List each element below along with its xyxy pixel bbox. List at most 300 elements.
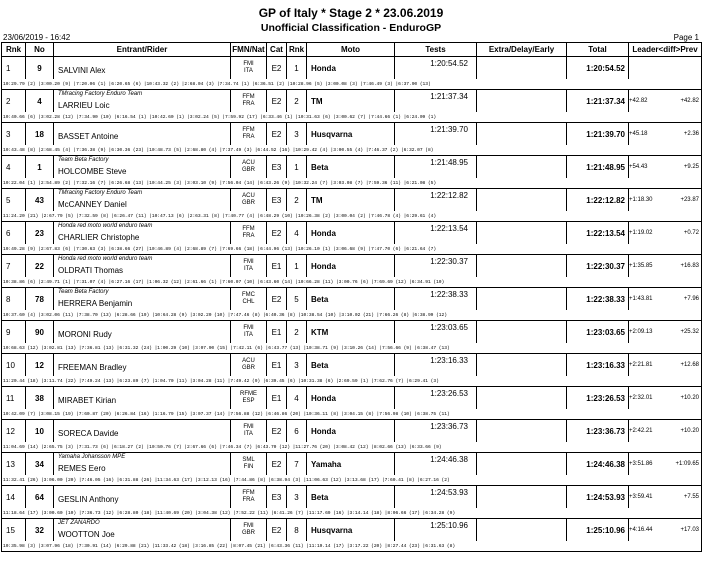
tests-time: 1:23:36.73: [395, 420, 477, 443]
classification-table: [1, 42, 702, 552]
leader-diff: +1:35.85: [629, 263, 653, 269]
leader-diff: +54.43: [629, 164, 648, 170]
leader-prev-cell: [629, 486, 702, 509]
rank: 1: [2, 57, 26, 80]
prev-diff: +2.36: [683, 131, 699, 137]
motorcycle: Honda: [307, 387, 395, 410]
rider-name: MORONI Rudy: [58, 330, 112, 339]
fmn: FMI: [243, 259, 254, 265]
category: E2: [267, 90, 287, 113]
prev-diff: +10.20: [680, 395, 699, 401]
extra-delay-early: [477, 519, 567, 542]
entrant-cell: [54, 189, 231, 212]
fmn-nat-cell: [231, 57, 267, 80]
rank: 15: [2, 519, 26, 542]
motorcycle: Husqvarna: [307, 123, 395, 146]
fmn: FFM: [242, 94, 255, 100]
nationality: FRA: [242, 101, 255, 107]
fmn: RFME: [240, 391, 257, 397]
col-fmn: FMN/Nat: [231, 43, 267, 57]
fmn: FMI: [243, 424, 254, 430]
category: E3: [267, 486, 287, 509]
fmn-nat-cell: [231, 354, 267, 377]
entrant-cell: [54, 123, 231, 146]
motorcycle: Husqvarna: [307, 519, 395, 542]
table-row: [2, 189, 702, 212]
total-time: 1:22:30.37: [567, 255, 629, 278]
prev-diff: +7.96: [683, 296, 699, 302]
nationality: FRA: [242, 233, 255, 239]
entrant-cell: [54, 222, 231, 245]
table-row: [2, 90, 702, 113]
rank: 13: [2, 453, 26, 476]
split-times-row: [2, 409, 702, 420]
col-cat: Cat: [267, 43, 287, 57]
nationality: ITA: [244, 332, 253, 338]
table-body: [2, 57, 702, 552]
rider-name: HOLCOMBE Steve: [58, 167, 127, 176]
nationality: ESP: [242, 398, 255, 404]
prev-diff: +16.83: [680, 263, 699, 269]
rider-name: McCANNEY Daniel: [58, 200, 127, 209]
extra-delay-early: [477, 387, 567, 410]
rider-name: REMES Eero: [58, 464, 106, 473]
entrant-cell: [54, 288, 231, 311]
fmn: FFM: [242, 226, 255, 232]
fmn: FMI: [243, 61, 254, 67]
nationality: ITA: [244, 68, 253, 74]
total-time: 1:21:37.34: [567, 90, 629, 113]
category: E3: [267, 189, 287, 212]
bib-number: 34: [26, 453, 54, 476]
bib-number: 12: [26, 354, 54, 377]
split-times-row: [2, 310, 702, 321]
rider-name: HERRERA Benjamin: [58, 299, 133, 308]
col-extra: Extra/Delay/Early: [477, 43, 567, 57]
bib-number: 1: [26, 156, 54, 179]
entrant-cell: [54, 156, 231, 179]
fmn: ACU: [242, 193, 255, 199]
total-time: 1:23:03.65: [567, 321, 629, 344]
page-number: Page 1: [673, 33, 699, 42]
tests-time: 1:25:10.96: [395, 519, 477, 542]
fmn-nat-cell: [231, 222, 267, 245]
rider-name: MIRABET Kirian: [58, 396, 117, 405]
table-row: [2, 255, 702, 278]
bib-number: 90: [26, 321, 54, 344]
leader-prev-cell: [629, 222, 702, 245]
bib-number: 38: [26, 387, 54, 410]
bib-number: 9: [26, 57, 54, 80]
tests-time: 1:22:30.37: [395, 255, 477, 278]
tests-time: 1:22:38.33: [395, 288, 477, 311]
tests-time: 1:23:03.65: [395, 321, 477, 344]
fmn-nat-cell: [231, 321, 267, 344]
tests-time: 1:24:46.38: [395, 453, 477, 476]
category: E3: [267, 156, 287, 179]
rider-name: WOOTTON Joe: [58, 530, 115, 539]
team-name: Honda red moto world enduro team: [58, 223, 153, 229]
leader-prev-cell: [629, 156, 702, 179]
motorcycle: Beta: [307, 156, 395, 179]
category: E2: [267, 453, 287, 476]
split-times-row: [2, 442, 702, 453]
rank: 3: [2, 123, 26, 146]
prev-diff: +42.82: [680, 98, 699, 104]
fmn: ACU: [242, 160, 255, 166]
bib-number: 22: [26, 255, 54, 278]
category: E2: [267, 222, 287, 245]
table-row: [2, 123, 702, 146]
split-times: 10:35.98 (3) |3:07.96 (18) |7:30.91 (14) |6:29.88 (21) |11:33.42 (18) |3:16.85 (22) |8:07.45 (21) |6:43.36 (11) |11:19.14 (17) |3:17.22 (20) |8:27.44 (23) |6:31.63 (8): [2, 541, 702, 552]
leader-prev-cell: [629, 123, 702, 146]
rank: 8: [2, 288, 26, 311]
bib-number: 64: [26, 486, 54, 509]
total-time: 1:20:54.52: [567, 57, 629, 80]
category-rank: 2: [287, 321, 307, 344]
rank: 14: [2, 486, 26, 509]
rank: 4: [2, 156, 26, 179]
rank: 7: [2, 255, 26, 278]
category-rank: 8: [287, 519, 307, 542]
category: E1: [267, 321, 287, 344]
extra-delay-early: [477, 222, 567, 245]
category-rank: 3: [287, 123, 307, 146]
page-title: GP of Italy * Stage 2 * 23.06.2019: [258, 6, 444, 20]
extra-delay-early: [477, 453, 567, 476]
tests-time: 1:21:39.70: [395, 123, 477, 146]
split-times-row: [2, 178, 702, 189]
category-rank: 1: [287, 156, 307, 179]
tests-time: 1:22:13.54: [395, 222, 477, 245]
col-moto: Moto: [307, 43, 395, 57]
category: E2: [267, 519, 287, 542]
split-times-row: [2, 145, 702, 156]
leader-diff: +42.82: [629, 98, 648, 104]
total-time: 1:25:10.96: [567, 519, 629, 542]
table-row: [2, 288, 702, 311]
bib-number: 4: [26, 90, 54, 113]
category-rank: 2: [287, 90, 307, 113]
split-times: 10:43.48 (8) |2:68.45 (4) |7:36.38 (9) |6:30.36 (23) |10:48.73 (5) |2:68.80 (4) |7:37.49 (3) |6:44.52 (16) |10:29.42 (4) |3:00.55 (4) |7:46.37 (2) |6:32.07 (8): [2, 145, 702, 156]
category-rank: 3: [287, 486, 307, 509]
category-rank: 5: [287, 288, 307, 311]
leader-prev-cell: [629, 321, 702, 344]
total-time: 1:24:46.38: [567, 453, 629, 476]
rider-name: GESLIN Anthony: [58, 495, 119, 504]
table-row: [2, 222, 702, 245]
col-no: No: [26, 43, 54, 57]
team-name: JET ZANARDO: [58, 520, 100, 526]
extra-delay-early: [477, 57, 567, 80]
leader-prev-cell: [629, 288, 702, 311]
motorcycle: Honda: [307, 255, 395, 278]
total-time: 1:21:39.70: [567, 123, 629, 146]
total-time: 1:23:16.33: [567, 354, 629, 377]
motorcycle: TM: [307, 90, 395, 113]
rank: 5: [2, 189, 26, 212]
entrant-cell: [54, 486, 231, 509]
rank: 11: [2, 387, 26, 410]
entrant-cell: [54, 255, 231, 278]
rider-name: SORECA Davide: [58, 429, 119, 438]
leader-prev-cell: [629, 420, 702, 443]
fmn-nat-cell: [231, 156, 267, 179]
leader-prev-cell: [629, 189, 702, 212]
fmn-nat-cell: [231, 387, 267, 410]
split-times: 10:38.86 (6) |2:49.71 (1) |7:31.07 (4) |6:27.16 (17) |1:06.32 (12) |2:61.66 (1) |7:60.07 (10) |6:43.60 (14) |10:66.28 (11) |3:00.76 (6) |7:69.69 (12) |6:34.91 (10): [2, 277, 702, 288]
bib-number: 23: [26, 222, 54, 245]
team-name: TMracing Factory Enduro Team: [58, 91, 143, 97]
rank: 10: [2, 354, 26, 377]
split-times-row: [2, 79, 702, 90]
split-times: 10:68.63 (12) |3:02.81 (13) |7:36.81 (13) |6:31.32 (24) |1:00.29 (10) |3:07.90 (15) |7:42.11 (6) |6:43.77 (13) |10:38.71 (9) |3:10.26 (14) |7:56.66 (9) |6:38.47 (13): [2, 343, 702, 354]
leader-diff: +2:09.13: [629, 329, 653, 335]
category-rank: 4: [287, 222, 307, 245]
nationality: GBR: [241, 167, 255, 173]
category: E2: [267, 57, 287, 80]
extra-delay-early: [477, 255, 567, 278]
leader-diff: +3:51.86: [629, 461, 653, 467]
split-times: 10:49.28 (9) |2:67.83 (6) |7:30.63 (3) |6:38.66 (27) |10:46.89 (4) |2:68.89 (7) |7:69.66 (18) |6:44.96 (13) |10:26.10 (1) |3:06.68 (9) |7:47.70 (6) |6:21.64 (7): [2, 244, 702, 255]
tests-time: 1:23:16.33: [395, 354, 477, 377]
fmn-nat-cell: [231, 189, 267, 212]
split-times-row: [2, 541, 702, 552]
extra-delay-early: [477, 354, 567, 377]
extra-delay-early: [477, 486, 567, 509]
rank: 9: [2, 321, 26, 344]
rider-name: BASSET Antoine: [58, 132, 119, 141]
prev-diff: +23.87: [680, 197, 699, 203]
print-datetime: 23/06/2019 - 16:42: [3, 33, 71, 42]
rider-name: FREEMAN Bradley: [58, 363, 127, 372]
leader-diff: +1:18.30: [629, 197, 653, 203]
tests-time: 1:20:54.52: [395, 57, 477, 80]
table-row: [2, 387, 702, 410]
tests-time: 1:24:53.93: [395, 486, 477, 509]
category: E2: [267, 420, 287, 443]
team-name: Team Beta Factory: [58, 289, 109, 295]
fmn-nat-cell: [231, 486, 267, 509]
extra-delay-early: [477, 90, 567, 113]
total-time: 1:22:12.82: [567, 189, 629, 212]
leader-diff: +1:43.81: [629, 296, 653, 302]
col-entrant: Entrant/Rider: [54, 43, 231, 57]
table-row: [2, 57, 702, 80]
page-subtitle: Unofficial Classification - EnduroGP: [260, 22, 442, 34]
bib-number: 32: [26, 519, 54, 542]
fmn: FFM: [242, 127, 255, 133]
extra-delay-early: [477, 420, 567, 443]
fmn-nat-cell: [231, 123, 267, 146]
motorcycle: KTM: [307, 321, 395, 344]
entrant-cell: [54, 90, 231, 113]
leader-diff: +4:16.44: [629, 527, 653, 533]
fmn: FMC: [242, 292, 255, 298]
split-times-row: [2, 244, 702, 255]
split-times: 11:20.44 (18) |3:11.74 (22) |7:49.24 (13) |6:23.89 (7) |1:04.70 (11) |3:04.28 (11) |7:49.42 (9) |6:39.45 (6) |10:31.38 (6) |2:69.59 (1) |7:62.76 (7) |6:29.41 (3): [2, 376, 702, 387]
table-row: [2, 453, 702, 476]
table-row: [2, 519, 702, 542]
total-time: 1:22:38.33: [567, 288, 629, 311]
category-rank: 1: [287, 255, 307, 278]
leader-prev-cell: [629, 255, 702, 278]
table-row: [2, 486, 702, 509]
table-row: [2, 321, 702, 344]
prev-diff: +9.25: [683, 164, 699, 170]
bib-number: 18: [26, 123, 54, 146]
motorcycle: Beta: [307, 288, 395, 311]
category-rank: 4: [287, 387, 307, 410]
split-times-row: [2, 277, 702, 288]
category: E1: [267, 255, 287, 278]
category: E1: [267, 387, 287, 410]
col-leader: Leader<diff>Prev: [629, 43, 702, 57]
total-time: 1:21:48.95: [567, 156, 629, 179]
split-times: 10:40.66 (6) |3:02.28 (12) |7:34.90 (10) |6:16.54 (1) |10:42.60 (1) |3:02.24 (5) |7:59.92 (17) |6:33.46 (1) |10:31.63 (6) |3:00.62 (7) |7:44.66 (1) |6:24.09 (1): [2, 112, 702, 123]
rider-name: CHARLIER Christophe: [58, 233, 140, 242]
nationality: FRA: [242, 134, 255, 140]
category-rank: 1: [287, 57, 307, 80]
nationality: FRA: [242, 497, 255, 503]
fmn-nat-cell: [231, 519, 267, 542]
col-cat-rnk: Rnk: [287, 43, 307, 57]
leader-prev-cell: [629, 519, 702, 542]
entrant-cell: [54, 453, 231, 476]
col-rnk: Rnk: [2, 43, 26, 57]
tests-time: 1:23:26.53: [395, 387, 477, 410]
prev-diff: +12.68: [680, 362, 699, 368]
nationality: GBR: [241, 200, 255, 206]
nationality: ITA: [244, 266, 253, 272]
fmn: SML: [242, 457, 255, 463]
fmn-nat-cell: [231, 288, 267, 311]
leader-diff: +3:59.41: [629, 494, 653, 500]
fmn: FMI: [243, 325, 254, 331]
rider-name: SALVINI Alex: [58, 66, 106, 75]
split-times-row: [2, 211, 702, 222]
split-times: 11:32.41 (26) |3:06.00 (20) |7:46.05 (16) |6:31.88 (26) |11:34.63 (17) |3:12.13 (16) |7:44.86 (8) |6:38.94 (3) |11:06.63 (12) |3:13.68 (17) |7:60.41 (8) |6:27.16 (2): [2, 475, 702, 486]
fmn-nat-cell: [231, 255, 267, 278]
rider-name: LARRIEU Loic: [58, 101, 110, 110]
extra-delay-early: [477, 123, 567, 146]
total-time: 1:24:53.93: [567, 486, 629, 509]
split-times: 11:18.64 (17) |3:00.60 (10) |7:36.73 (12) |6:28.80 (18) |11:40.69 (20) |3:04.38 (12) |7:52.22 (11) |6:41.26 (7) |11:17.69 (16) |3:14.14 (18) |8:06.66 (17) |6:34.28 (9): [2, 508, 702, 519]
total-time: 1:23:36.73: [567, 420, 629, 443]
split-times-row: [2, 343, 702, 354]
team-name: Honda red moto world enduro team: [58, 256, 153, 262]
leader-diff: +2:42.21: [629, 428, 653, 434]
tests-time: 1:21:37.34: [395, 90, 477, 113]
extra-delay-early: [477, 321, 567, 344]
nationality: CHL: [242, 299, 255, 305]
category: E2: [267, 123, 287, 146]
leader-diff: +2:32.01: [629, 395, 653, 401]
fmn-nat-cell: [231, 453, 267, 476]
prev-diff: +10.20: [680, 428, 699, 434]
prev-diff: +17.03: [680, 527, 699, 533]
prev-diff: +7.55: [683, 494, 699, 500]
prev-diff: +25.32: [680, 329, 699, 335]
rider-name: OLDRATI Thomas: [58, 266, 124, 275]
rank: 12: [2, 420, 26, 443]
col-total: Total: [567, 43, 629, 57]
category: E2: [267, 288, 287, 311]
leader-prev-cell: [629, 57, 702, 80]
category-rank: 2: [287, 189, 307, 212]
category-rank: 6: [287, 420, 307, 443]
motorcycle: Honda: [307, 222, 395, 245]
leader-prev-cell: [629, 90, 702, 113]
team-name: Team Beta Factory: [58, 157, 109, 163]
entrant-cell: [54, 420, 231, 443]
leader-prev-cell: [629, 354, 702, 377]
split-times-row: [2, 376, 702, 387]
motorcycle: TM: [307, 189, 395, 212]
split-times: 11:04.69 (14) |2:65.75 (3) |7:31.73 (6) |6:18.27 (2) |10:50.76 (7) |2:67.66 (6) |7:46.34 (7) |6:43.70 (12) |11:27.76 (20) |3:08.42 (12) |8:02.66 (13) |6:33.66 (9): [2, 442, 702, 453]
extra-delay-early: [477, 189, 567, 212]
split-times: 11:24.20 (21) |2:67.79 (5) |7:32.59 (8) |6:26.47 (11) |10:47.13 (6) |2:63.31 (8) |7:40.77 (4) |6:48.29 (10) |10:26.38 (2) |3:00.04 (2) |7:46.78 (4) |6:29.61 (4): [2, 211, 702, 222]
bib-number: 78: [26, 288, 54, 311]
fmn: FFM: [242, 490, 255, 496]
table-row: [2, 354, 702, 377]
table-header-row: [2, 43, 702, 57]
motorcycle: Honda: [307, 420, 395, 443]
extra-delay-early: [477, 156, 567, 179]
entrant-cell: [54, 387, 231, 410]
motorcycle: Beta: [307, 486, 395, 509]
motorcycle: Beta: [307, 354, 395, 377]
entrant-cell: [54, 321, 231, 344]
fmn-nat-cell: [231, 90, 267, 113]
leader-diff: +2:21.81: [629, 362, 653, 368]
total-time: 1:23:26.53: [567, 387, 629, 410]
nationality: GBR: [241, 365, 255, 371]
prev-diff: +0.72: [683, 230, 699, 236]
tests-time: 1:22:12.82: [395, 189, 477, 212]
rank: 6: [2, 222, 26, 245]
category: E1: [267, 354, 287, 377]
entrant-cell: [54, 57, 231, 80]
category-rank: 7: [287, 453, 307, 476]
bib-number: 43: [26, 189, 54, 212]
category-rank: 3: [287, 354, 307, 377]
leader-diff: +1:19.02: [629, 230, 653, 236]
bib-number: 10: [26, 420, 54, 443]
leader-prev-cell: [629, 453, 702, 476]
entrant-cell: [54, 354, 231, 377]
motorcycle: Honda: [307, 57, 395, 80]
split-times-row: [2, 508, 702, 519]
table-row: [2, 420, 702, 443]
split-times: 10:42.09 (7) |3:08.15 (19) |7:60.87 (20) |6:26.84 (16) |1:16.79 (15) |3:07.37 (14) |7:56.88 (12) |6:46.86 (20) |10:36.11 (8) |3:04.15 (8) |7:56.98 (10) |6:38.75 (11): [2, 409, 702, 420]
split-times: 10:37.60 (4) |3:02.06 (11) |7:38.70 (13) |6:28.66 (19) |10:64.28 (9) |3:02.20 (10) |7:47.46 (8) |6:40.36 (8) |10:38.54 (10) |3:10.02 (21) |7:66.26 (8) |6:38.99 (12): [2, 310, 702, 321]
split-times-row: [2, 475, 702, 486]
leader-diff: +45.18: [629, 131, 648, 137]
fmn: FMI: [243, 523, 254, 529]
split-times-row: [2, 112, 702, 123]
fmn: ACU: [242, 358, 255, 364]
motorcycle: Yamaha: [307, 453, 395, 476]
prev-diff: +1:09.65: [675, 461, 699, 467]
entrant-cell: [54, 519, 231, 542]
tests-time: 1:21:48.95: [395, 156, 477, 179]
extra-delay-early: [477, 288, 567, 311]
nationality: ITA: [244, 431, 253, 437]
rank: 2: [2, 90, 26, 113]
total-time: 1:22:13.54: [567, 222, 629, 245]
table-row: [2, 156, 702, 179]
